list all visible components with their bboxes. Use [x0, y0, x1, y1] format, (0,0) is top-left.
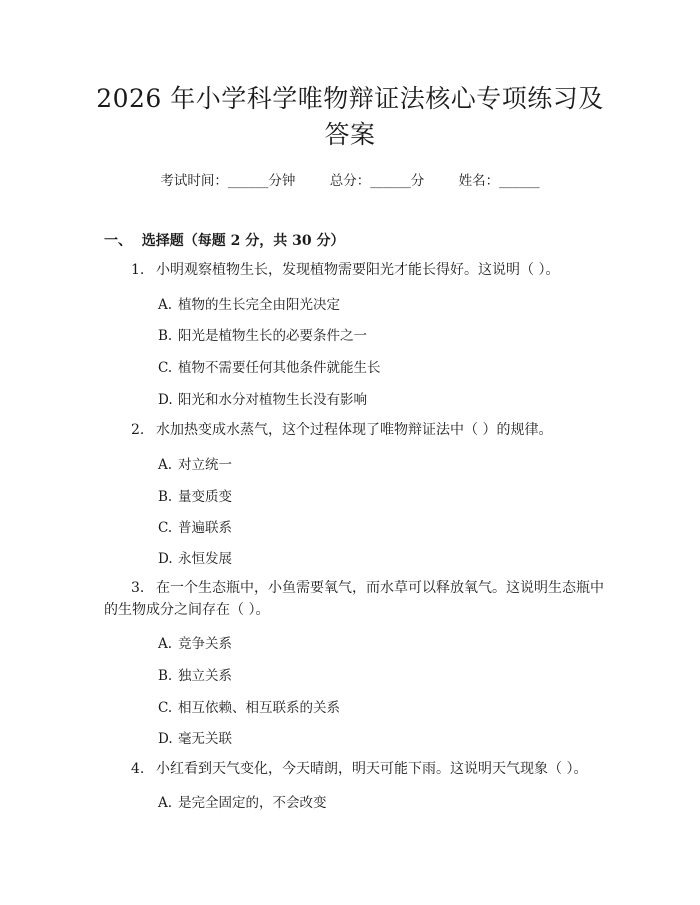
option-letter: D. — [158, 392, 173, 408]
question-3-option-b[interactable] — [158, 664, 232, 684]
option-text: 毫无关联 — [178, 731, 232, 747]
exam-meta — [0, 169, 700, 189]
option-letter: B. — [158, 668, 173, 684]
question-number: 4. — [131, 761, 145, 777]
question-4 — [104, 758, 604, 780]
option-letter: A. — [158, 457, 173, 473]
score-blank: ______ — [370, 173, 411, 189]
question-1-option-a[interactable] — [158, 293, 340, 313]
time-label: 考试时间： — [160, 173, 228, 189]
name-label: 姓名： — [458, 173, 500, 189]
score-label: 总分： — [329, 173, 371, 189]
question-1-option-d[interactable] — [158, 388, 367, 408]
option-letter: B. — [158, 328, 173, 344]
question-text-line2: 的生物成分之间存在（ ）。 — [104, 602, 270, 618]
question-2-option-c[interactable] — [158, 516, 232, 536]
option-text: 普遍联系 — [178, 520, 232, 536]
question-3-option-d[interactable] — [158, 727, 232, 747]
document-title-line1: 2026 年小学科学唯物辩证法核心专项练习及 — [96, 84, 604, 113]
option-text: 量变质变 — [178, 489, 232, 505]
option-letter: A. — [158, 636, 173, 652]
option-letter: C. — [158, 700, 173, 716]
option-letter: C. — [158, 520, 173, 536]
option-text: 对立统一 — [178, 457, 232, 473]
question-1-option-b[interactable] — [158, 324, 367, 344]
question-text: 小红看到天气变化，今天晴朗，明天可能下雨。这说明天气现象（ ）。 — [156, 761, 588, 777]
question-1-option-c[interactable] — [158, 356, 381, 376]
question-text-line1: 在一个生态瓶中，小鱼需要氧气，而水草可以释放氧气。这说明生态瓶中 — [156, 580, 604, 596]
name-blank: ______ — [499, 173, 540, 189]
option-text: 植物不需要任何其他条件就能生长 — [178, 360, 381, 376]
section-title: 一、 选择题（每题 2 分，共 30 分） — [104, 233, 345, 249]
option-letter: A. — [158, 297, 173, 313]
option-letter: C. — [158, 360, 173, 376]
option-letter: D. — [158, 551, 173, 567]
option-text: 独立关系 — [178, 668, 232, 684]
question-3-option-c[interactable] — [158, 696, 340, 716]
question-4-option-a[interactable] — [158, 791, 327, 811]
question-2-option-a[interactable] — [158, 453, 232, 473]
question-number: 3. — [131, 580, 145, 596]
option-text: 竞争关系 — [178, 636, 232, 652]
question-3 — [104, 577, 604, 621]
option-text: 是完全固定的，不会改变 — [178, 795, 327, 811]
score-unit: 分 — [410, 173, 425, 189]
option-letter: A. — [158, 795, 173, 811]
option-text: 阳光是植物生长的必要条件之一 — [178, 328, 367, 344]
question-text: 水加热变成水蒸气，这个过程体现了唯物辩证法中（ ）的规律。 — [156, 422, 553, 438]
question-2-option-b[interactable] — [158, 485, 232, 505]
option-letter: B. — [158, 489, 173, 505]
time-unit: 分钟 — [268, 173, 296, 189]
option-text: 阳光和水分对植物生长没有影响 — [178, 392, 367, 408]
option-text: 相互依赖、相互联系的关系 — [178, 700, 340, 716]
option-text: 永恒发展 — [178, 551, 232, 567]
option-letter: D. — [158, 731, 173, 747]
question-3-option-a[interactable] — [158, 632, 232, 652]
question-number: 2. — [131, 422, 145, 438]
time-blank: ______ — [227, 173, 269, 189]
question-2-option-d[interactable] — [158, 547, 232, 567]
question-1 — [104, 259, 604, 281]
question-2 — [104, 419, 604, 441]
question-text: 小明观察植物生长，发现植物需要阳光才能长得好。这说明（ ）。 — [156, 262, 560, 278]
option-text: 植物的生长完全由阳光决定 — [178, 297, 340, 313]
question-number: 1. — [131, 262, 145, 278]
document-title-line2: 答案 — [324, 120, 376, 149]
